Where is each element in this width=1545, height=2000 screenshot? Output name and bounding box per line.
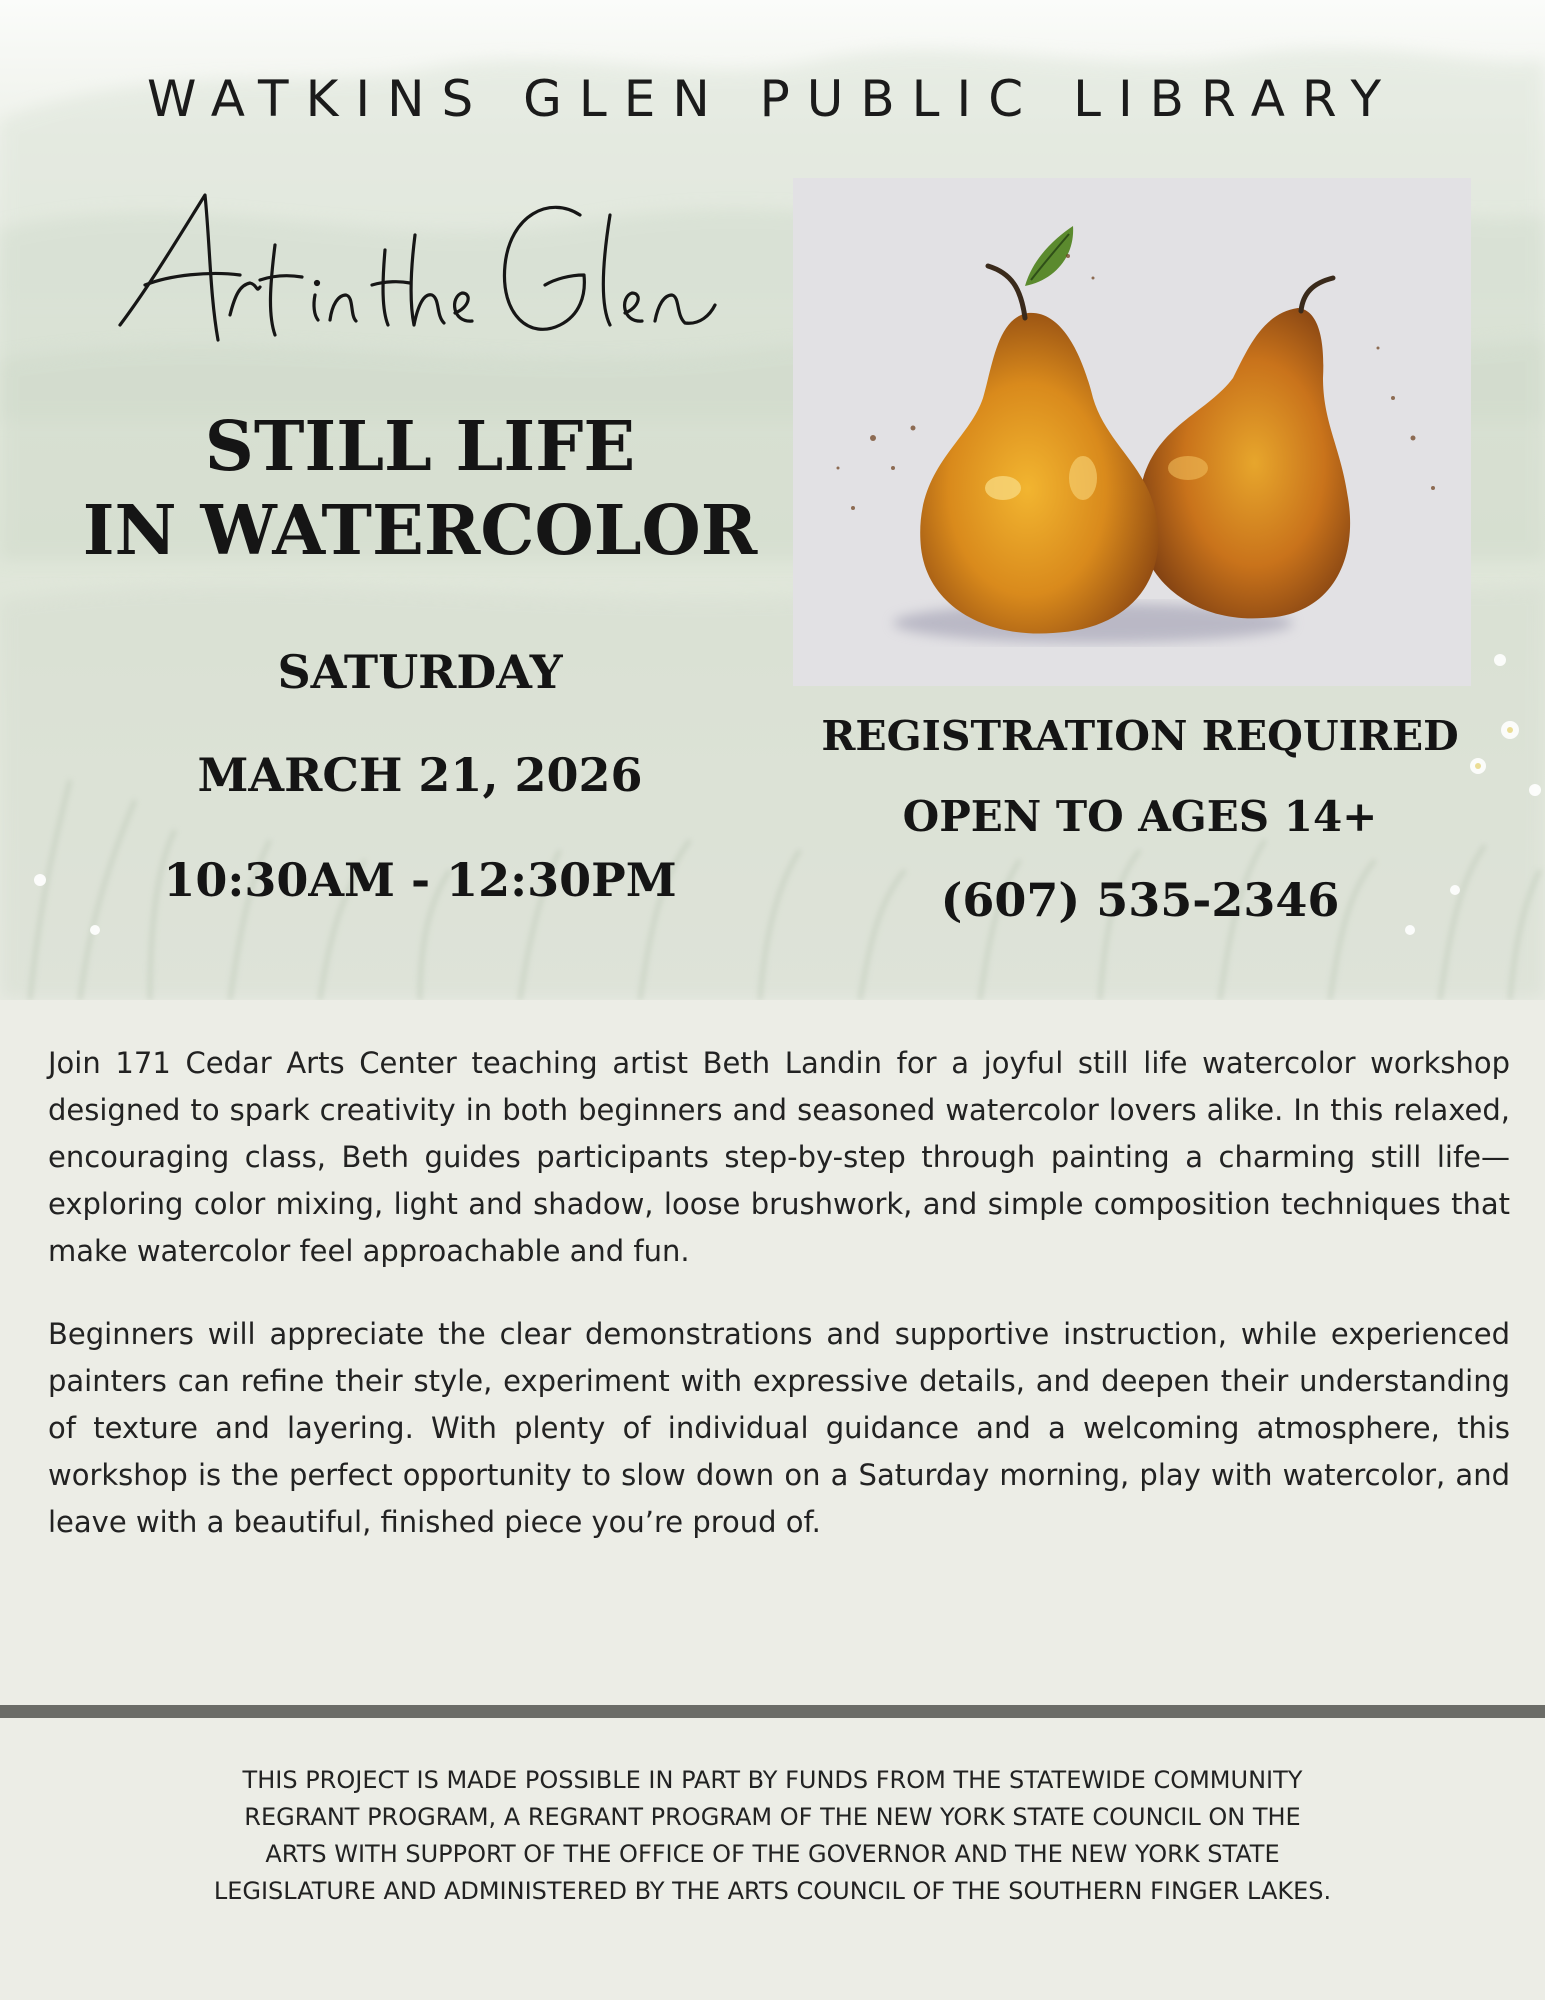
funding-line-1: THIS PROJECT IS MADE POSSIBLE IN PART BY FUNDS FROM THE STATEWIDE COMMUNITY <box>242 1766 1303 1794</box>
event-day: SATURDAY <box>277 645 563 699</box>
event-time: 10:30AM - 12:30PM <box>163 853 677 907</box>
description-paragraph-2: Beginners will appreciate the clear demonstrations and supportive instruction, while experienced painters can refine their style, experiment with expressive details, and deepen their understanding of texture and layering. With plenty of individual guidance and a welcoming atmosphere, this workshop is the perfect opportunity to slow down on a Saturday morning, play with watercolor, and leave with a beautiful, finished piece you’re proud of. <box>48 1317 1510 1539</box>
section-divider <box>0 1705 1545 1718</box>
funding-line-4: LEGISLATURE AND ADMINISTERED BY THE ARTS COUNCIL OF THE SOUTHERN FINGER LAKES. <box>213 1877 1332 1905</box>
event-title-line1: STILL LIFE <box>204 407 636 487</box>
library-name: WATKINS GLEN PUBLIC LIBRARY <box>147 70 1398 128</box>
series-title-script <box>110 175 750 365</box>
event-description <box>48 1040 1510 1582</box>
funding-line-2: REGRANT PROGRAM, A REGRANT PROGRAM OF THE NEW YORK STATE COUNCIL ON THE <box>244 1803 1301 1831</box>
funding-line-3: ARTS WITH SUPPORT OF THE OFFICE OF THE GOVERNOR AND THE NEW YORK STATE <box>265 1840 1280 1868</box>
watercolor-pears-image <box>793 178 1471 686</box>
funding-credit <box>90 1762 1455 1910</box>
event-title <box>60 405 780 573</box>
registration-required: REGISTRATION REQUIRED <box>821 712 1459 760</box>
event-title-line2: IN WATERCOLOR <box>82 491 758 571</box>
phone-number: (607) 535-2346 <box>940 873 1340 927</box>
age-requirement: OPEN TO AGES 14+ <box>902 792 1378 841</box>
description-paragraph-1: Join 171 Cedar Arts Center teaching artist Beth Landin for a joyful still life watercolor workshop designed to spark creativity in both beginners and seasoned watercolor lovers alike. In this relaxed, encouraging class, Beth guides participants step-by-step through painting a charming still life—exploring color mixing, light and shadow, loose brushwork, and simple composition techniques that make watercolor feel approachable and fun. <box>48 1046 1510 1268</box>
event-date: MARCH 21, 2026 <box>197 748 643 802</box>
